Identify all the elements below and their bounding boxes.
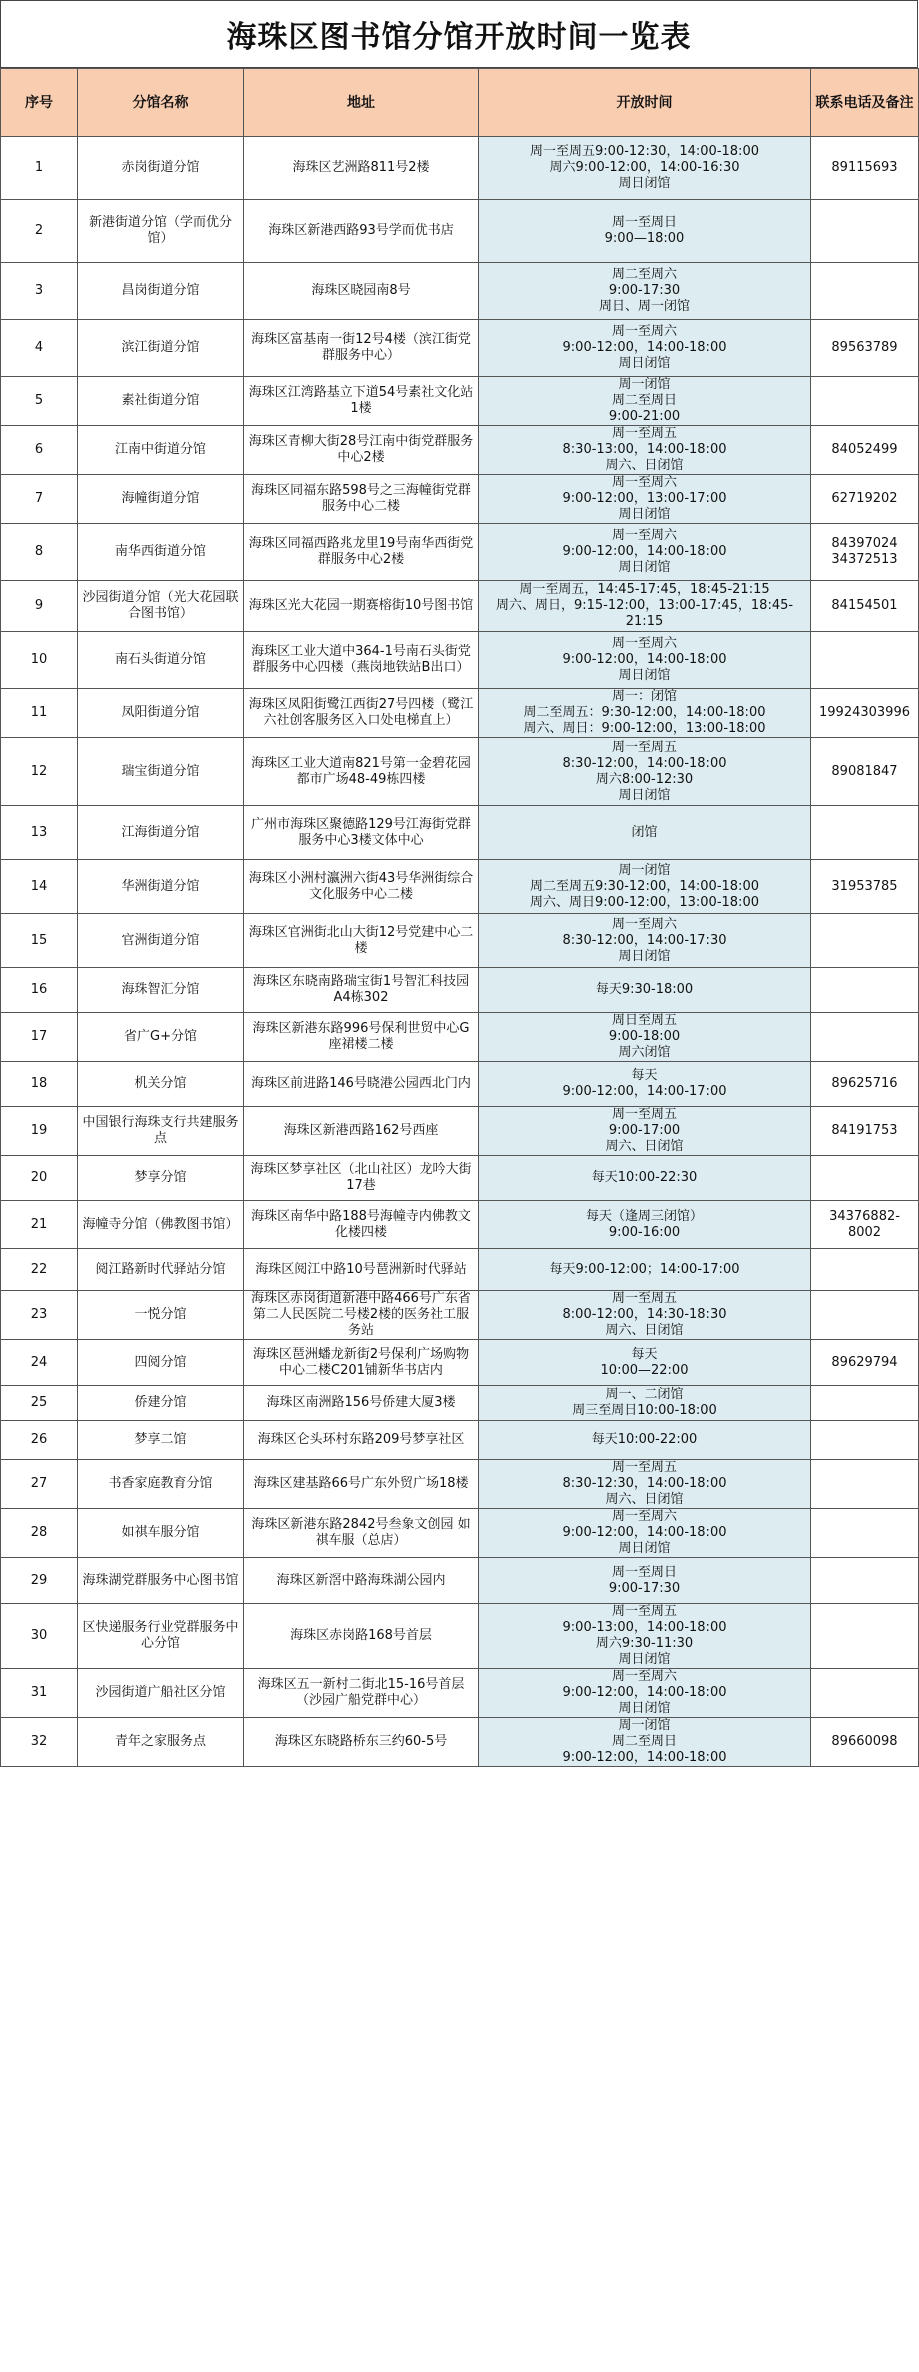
cell-hours: 周一至周六 9:00-12:00，14:00-18:00 周日闭馆	[479, 524, 811, 581]
cell-name: 一悦分馆	[78, 1291, 244, 1340]
cell-address: 海珠区新港东路2842号叁象文创园 如祺车服（总店）	[244, 1509, 479, 1558]
cell-phone: 62719202	[811, 475, 919, 524]
table-row	[1, 914, 919, 968]
table-row	[1, 1291, 919, 1340]
table-row	[1, 1460, 919, 1509]
table-row	[1, 1249, 919, 1291]
table-row	[1, 137, 919, 200]
table-row	[1, 1062, 919, 1107]
cell-index: 28	[1, 1509, 78, 1558]
cell-name: 沙园街道分馆（光大花园联合图书馆）	[78, 581, 244, 632]
cell-name: 海珠智汇分馆	[78, 968, 244, 1013]
cell-name: 海珠湖党群服务中心图书馆	[78, 1558, 244, 1604]
cell-hours: 周一至周六 8:30-12:00，14:00-17:30 周日闭馆	[479, 914, 811, 968]
cell-hours: 周日至周五 9:00-18:00 周六闭馆	[479, 1013, 811, 1062]
cell-name: 机关分馆	[78, 1062, 244, 1107]
cell-phone	[811, 968, 919, 1013]
cell-hours: 每天 10:00—22:00	[479, 1340, 811, 1386]
cell-index: 13	[1, 806, 78, 860]
cell-hours: 周一至周六 9:00-12:00，14:00-18:00 周日闭馆	[479, 320, 811, 377]
cell-address: 海珠区东晓南路瑞宝街1号智汇科技园A4栋302	[244, 968, 479, 1013]
table-row	[1, 1201, 919, 1249]
cell-address: 海珠区赤岗街道新港中路466号广东省第二人民医院二号楼2楼的医务社工服务站	[244, 1291, 479, 1340]
cell-hours: 周一至周六 9:00-12:00，14:00-18:00 周日闭馆	[479, 1669, 811, 1718]
cell-phone	[811, 914, 919, 968]
cell-phone	[811, 1669, 919, 1718]
header-address: 地址	[244, 69, 479, 137]
cell-hours: 周一至周六 9:00-12:00，14:00-18:00 周日闭馆	[479, 632, 811, 689]
header-name: 分馆名称	[78, 69, 244, 137]
cell-name: 华洲街道分馆	[78, 860, 244, 914]
cell-address: 海珠区南华中路188号海幢寺内佛教文化楼四楼	[244, 1201, 479, 1249]
cell-address: 海珠区新港东路996号保利世贸中心G座裙楼二楼	[244, 1013, 479, 1062]
table-row	[1, 738, 919, 806]
cell-name: 区快递服务行业党群服务中心分馆	[78, 1604, 244, 1669]
cell-phone	[811, 806, 919, 860]
cell-hours: 每天（逢周三闭馆） 9:00-16:00	[479, 1201, 811, 1249]
cell-address: 海珠区五一新村二街北15-16号首层（沙园广船党群中心）	[244, 1669, 479, 1718]
cell-address: 海珠区凤阳街鹭江西街27号四楼（鹭江六社创客服务区入口处电梯直上）	[244, 689, 479, 738]
table-row	[1, 1421, 919, 1460]
table-row	[1, 1107, 919, 1156]
cell-address: 海珠区梦享社区（北山社区）龙吟大街17巷	[244, 1156, 479, 1201]
cell-phone	[811, 200, 919, 263]
cell-index: 29	[1, 1558, 78, 1604]
cell-index: 14	[1, 860, 78, 914]
cell-address: 海珠区阅江中路10号琶洲新时代驿站	[244, 1249, 479, 1291]
table-row	[1, 1013, 919, 1062]
table-row	[1, 968, 919, 1013]
cell-phone: 89629794	[811, 1340, 919, 1386]
cell-name: 南石头街道分馆	[78, 632, 244, 689]
cell-phone	[811, 1013, 919, 1062]
cell-index: 8	[1, 524, 78, 581]
cell-name: 素社街道分馆	[78, 377, 244, 426]
cell-name: 江海街道分馆	[78, 806, 244, 860]
cell-name: 海幢街道分馆	[78, 475, 244, 524]
table-row	[1, 426, 919, 475]
cell-name: 青年之家服务点	[78, 1718, 244, 1767]
cell-name: 梦享二馆	[78, 1421, 244, 1460]
cell-hours: 每天9:30-18:00	[479, 968, 811, 1013]
table-row	[1, 1386, 919, 1421]
cell-address: 海珠区官洲街北山大街12号党建中心二楼	[244, 914, 479, 968]
table-row	[1, 377, 919, 426]
cell-name: 梦享分馆	[78, 1156, 244, 1201]
cell-hours: 周一：闭馆 周二至周五：9:30-12:00，14:00-18:00 周六、周日：9:00-12:00，13:00-18:00	[479, 689, 811, 738]
cell-index: 5	[1, 377, 78, 426]
cell-hours: 每天 9:00-12:00，14:00-17:00	[479, 1062, 811, 1107]
cell-index: 1	[1, 137, 78, 200]
cell-hours: 周一至周五，14:45-17:45，18:45-21:15 周六、周日，9:15-12:00，13:00-17:45，18:45-21:15	[479, 581, 811, 632]
table-row	[1, 1604, 919, 1669]
cell-name: 海幢寺分馆（佛教图书馆）	[78, 1201, 244, 1249]
cell-phone: 34376882-8002	[811, 1201, 919, 1249]
cell-hours: 周一至周五 8:30-12:00，14:00-18:00 周六8:00-12:30 周日闭馆	[479, 738, 811, 806]
cell-hours: 周一至周五 8:00-12:00，14:30-18:30 周六、日闭馆	[479, 1291, 811, 1340]
cell-phone	[811, 377, 919, 426]
cell-index: 31	[1, 1669, 78, 1718]
cell-index: 26	[1, 1421, 78, 1460]
cell-index: 16	[1, 968, 78, 1013]
cell-phone: 89625716	[811, 1062, 919, 1107]
cell-hours: 周一至周五9:00-12:30，14:00-18:00 周六9:00-12:00，14:00-16:30 周日闭馆	[479, 137, 811, 200]
cell-index: 27	[1, 1460, 78, 1509]
cell-phone	[811, 263, 919, 320]
cell-address: 海珠区仑头环村东路209号梦享社区	[244, 1421, 479, 1460]
cell-index: 4	[1, 320, 78, 377]
cell-phone: 19924303996	[811, 689, 919, 738]
cell-hours: 周一闭馆 周二至周日 9:00-12:00，14:00-18:00	[479, 1718, 811, 1767]
cell-address: 海珠区小洲村瀛洲六街43号华洲街综合文化服务中心二楼	[244, 860, 479, 914]
cell-name: 瑞宝街道分馆	[78, 738, 244, 806]
cell-address: 海珠区富基南一街12号4楼（滨江街党群服务中心）	[244, 320, 479, 377]
cell-phone	[811, 1460, 919, 1509]
cell-name: 侨建分馆	[78, 1386, 244, 1421]
cell-index: 3	[1, 263, 78, 320]
table-row	[1, 1156, 919, 1201]
cell-hours: 周一至周五 9:00-13:00，14:00-18:00 周六9:30-11:30 周日闭馆	[479, 1604, 811, 1669]
cell-hours: 周一至周五 8:30-12:30，14:00-18:00 周六、日闭馆	[479, 1460, 811, 1509]
cell-address: 海珠区新港西路162号西座	[244, 1107, 479, 1156]
cell-phone	[811, 1558, 919, 1604]
cell-address: 海珠区东晓路桥东三约60-5号	[244, 1718, 479, 1767]
cell-address: 海珠区光大花园一期赛榕街10号图书馆	[244, 581, 479, 632]
cell-hours: 周一至周日 9:00—18:00	[479, 200, 811, 263]
cell-index: 6	[1, 426, 78, 475]
cell-name: 赤岗街道分馆	[78, 137, 244, 200]
cell-address: 海珠区晓园南8号	[244, 263, 479, 320]
cell-address: 海珠区艺洲路811号2楼	[244, 137, 479, 200]
cell-index: 7	[1, 475, 78, 524]
cell-name: 省广G+分馆	[78, 1013, 244, 1062]
cell-hours: 周二至周六 9:00-17:30 周日、周一闭馆	[479, 263, 811, 320]
cell-index: 23	[1, 1291, 78, 1340]
cell-address: 海珠区赤岗路168号首层	[244, 1604, 479, 1669]
table-row	[1, 200, 919, 263]
cell-name: 江南中街道分馆	[78, 426, 244, 475]
table-row	[1, 1718, 919, 1767]
header-phone: 联系电话及备注	[811, 69, 919, 137]
cell-phone: 89115693	[811, 137, 919, 200]
cell-index: 10	[1, 632, 78, 689]
cell-index: 20	[1, 1156, 78, 1201]
cell-phone	[811, 1249, 919, 1291]
cell-index: 9	[1, 581, 78, 632]
cell-phone	[811, 1291, 919, 1340]
cell-name: 新港街道分馆（学而优分馆）	[78, 200, 244, 263]
table-row	[1, 475, 919, 524]
cell-index: 11	[1, 689, 78, 738]
table-row	[1, 581, 919, 632]
table-row	[1, 1669, 919, 1718]
cell-address: 海珠区青柳大街28号江南中街党群服务中心2楼	[244, 426, 479, 475]
cell-index: 2	[1, 200, 78, 263]
cell-index: 32	[1, 1718, 78, 1767]
sheet-title: 海珠区图书馆分馆开放时间一览表	[0, 0, 918, 68]
cell-hours: 周一至周五 8:30-13:00，14:00-18:00 周六、日闭馆	[479, 426, 811, 475]
table-row	[1, 524, 919, 581]
table-row	[1, 263, 919, 320]
cell-phone: 89563789	[811, 320, 919, 377]
cell-phone	[811, 1421, 919, 1460]
cell-name: 书香家庭教育分馆	[78, 1460, 244, 1509]
cell-name: 四阅分馆	[78, 1340, 244, 1386]
cell-name: 阅江路新时代驿站分馆	[78, 1249, 244, 1291]
cell-index: 12	[1, 738, 78, 806]
cell-phone	[811, 1604, 919, 1669]
cell-phone	[811, 632, 919, 689]
cell-phone: 84052499	[811, 426, 919, 475]
branch-hours-table	[0, 68, 919, 1767]
cell-phone: 89081847	[811, 738, 919, 806]
cell-name: 凤阳街道分馆	[78, 689, 244, 738]
cell-index: 21	[1, 1201, 78, 1249]
cell-index: 18	[1, 1062, 78, 1107]
cell-name: 中国银行海珠支行共建服务点	[78, 1107, 244, 1156]
cell-phone: 84191753	[811, 1107, 919, 1156]
cell-phone	[811, 1156, 919, 1201]
cell-address: 海珠区前进路146号晓港公园西北门内	[244, 1062, 479, 1107]
cell-phone	[811, 1509, 919, 1558]
cell-hours: 周一至周五 9:00-17:00 周六、日闭馆	[479, 1107, 811, 1156]
table-row	[1, 806, 919, 860]
cell-hours: 周一闭馆 周二至周五9:30-12:00，14:00-18:00 周六、周日9:00-12:00，13:00-18:00	[479, 860, 811, 914]
cell-name: 昌岗街道分馆	[78, 263, 244, 320]
header-index: 序号	[1, 69, 78, 137]
table-row	[1, 1558, 919, 1604]
cell-index: 30	[1, 1604, 78, 1669]
cell-name: 官洲街道分馆	[78, 914, 244, 968]
cell-phone: 89660098	[811, 1718, 919, 1767]
cell-phone: 31953785	[811, 860, 919, 914]
table-row	[1, 1509, 919, 1558]
cell-address: 海珠区琶洲蟠龙新街2号保利广场购物中心二楼C201铺新华书店内	[244, 1340, 479, 1386]
table-row	[1, 320, 919, 377]
table-row	[1, 1340, 919, 1386]
table-row	[1, 860, 919, 914]
cell-hours: 周一闭馆 周二至周日 9:00-21:00	[479, 377, 811, 426]
cell-address: 海珠区新滘中路海珠湖公园内	[244, 1558, 479, 1604]
cell-hours: 每天10:00-22:00	[479, 1421, 811, 1460]
table-row	[1, 689, 919, 738]
cell-hours: 每天9:00-12:00；14:00-17:00	[479, 1249, 811, 1291]
cell-index: 15	[1, 914, 78, 968]
cell-phone: 84397024 34372513	[811, 524, 919, 581]
cell-address: 海珠区建基路66号广东外贸广场18楼	[244, 1460, 479, 1509]
cell-name: 滨江街道分馆	[78, 320, 244, 377]
cell-address: 广州市海珠区聚德路129号江海街党群服务中心3楼文体中心	[244, 806, 479, 860]
cell-index: 25	[1, 1386, 78, 1421]
cell-hours: 周一至周六 9:00-12:00，14:00-18:00 周日闭馆	[479, 1509, 811, 1558]
cell-address: 海珠区同福东路598号之三海幢街党群服务中心二楼	[244, 475, 479, 524]
cell-index: 17	[1, 1013, 78, 1062]
cell-hours: 周一至周日 9:00-17:30	[479, 1558, 811, 1604]
cell-address: 海珠区工业大道南821号第一金碧花园都市广场48-49栋四楼	[244, 738, 479, 806]
table-row	[1, 632, 919, 689]
cell-phone: 84154501	[811, 581, 919, 632]
cell-phone	[811, 1386, 919, 1421]
cell-index: 24	[1, 1340, 78, 1386]
cell-address: 海珠区江湾路基立下道54号素社文化站1楼	[244, 377, 479, 426]
cell-address: 海珠区同福西路兆龙里19号南华西街党群服务中心2楼	[244, 524, 479, 581]
cell-index: 22	[1, 1249, 78, 1291]
cell-hours: 闭馆	[479, 806, 811, 860]
cell-hours: 周一、二闭馆 周三至周日10:00-18:00	[479, 1386, 811, 1421]
cell-name: 沙园街道广船社区分馆	[78, 1669, 244, 1718]
cell-index: 19	[1, 1107, 78, 1156]
cell-hours: 每天10:00-22:30	[479, 1156, 811, 1201]
header-hours: 开放时间	[479, 69, 811, 137]
cell-address: 海珠区工业大道中364-1号南石头街党群服务中心四楼（燕岗地铁站B出口）	[244, 632, 479, 689]
cell-address: 海珠区新港西路93号学而优书店	[244, 200, 479, 263]
cell-hours: 周一至周六 9:00-12:00，13:00-17:00 周日闭馆	[479, 475, 811, 524]
cell-name: 如祺车服分馆	[78, 1509, 244, 1558]
cell-address: 海珠区南洲路156号侨建大厦3楼	[244, 1386, 479, 1421]
cell-name: 南华西街道分馆	[78, 524, 244, 581]
table-header-row	[1, 69, 919, 137]
